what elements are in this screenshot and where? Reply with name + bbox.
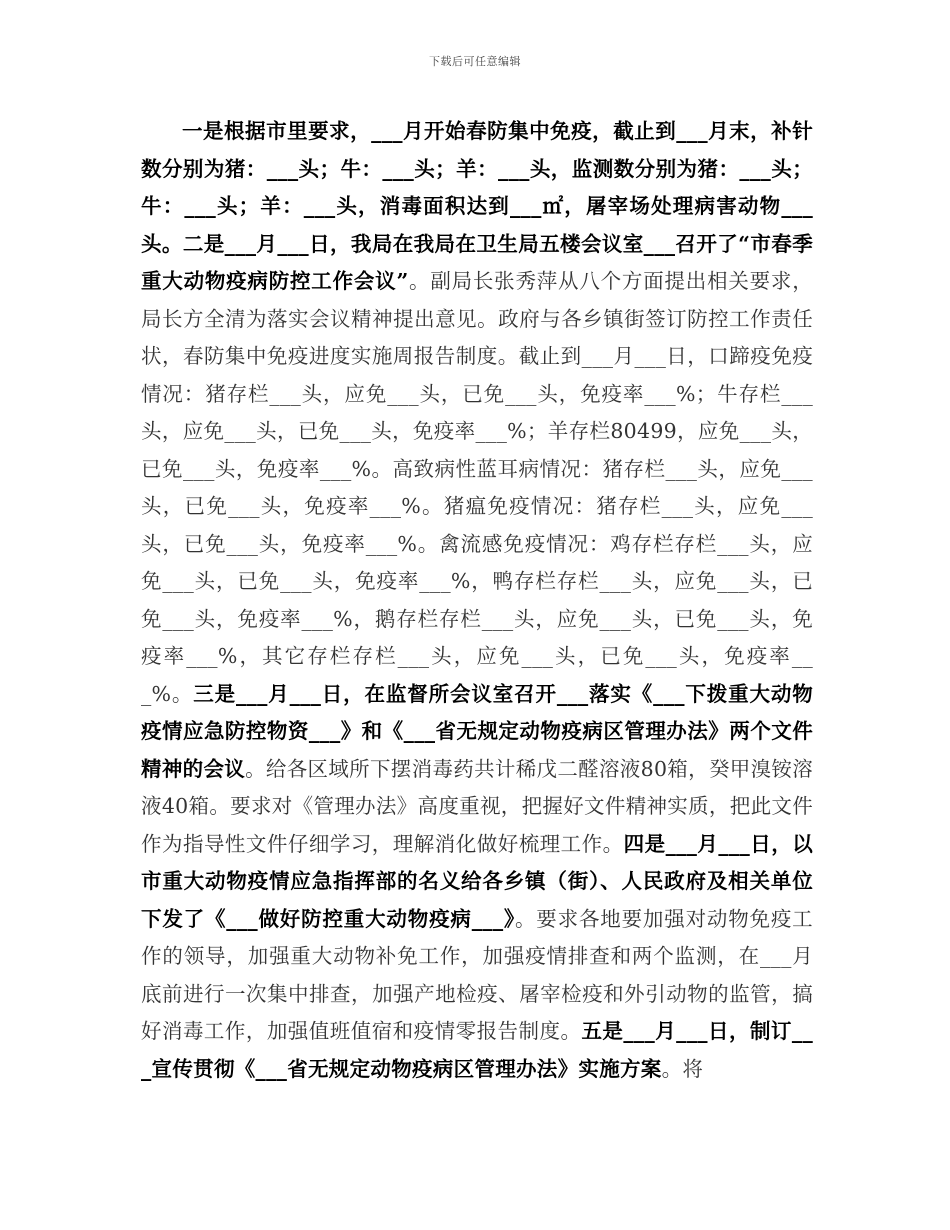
bold-run-3: 四是___月___日，以市重大动物疫情应急指挥部的名义给各乡镇（街）、人民政府及相关单位下发了《___做好防控重大动物疫病___》 bbox=[141, 831, 813, 931]
bold-run-1: 一是根据市里要求，___月开始春防集中免疫，截止到___月末，补针数分别为猪：___头；牛：___头；羊：___头，监测数分别为猪：___头；牛：___头；羊：___头，消毒面积达到___㎡，屠宰场处理病害动物___头。二是___月___日，我局在我局在卫生局五楼会议室___召开了“市春季重大动物疫病防控工作会议” bbox=[141, 119, 813, 293]
text-run-3: 。要求各地要加强对动物免疫工作的领导，加强重大动物补免工作，加强疫情排查和两个监测，在___月底前进行一次集中排查，加强产地检疫、屠宰检疫和外引动物的监管，搞好消毒工作，加强值班值宿和疫情零报告制度。 bbox=[141, 906, 813, 1043]
page-header: 下载后可任意编辑 bbox=[429, 55, 521, 68]
bold-run-4: 五是___月___日，制订___宣传贯彻《___省无规定动物疫病区管理办法》实施方案 bbox=[141, 1019, 813, 1081]
text-run-4: 。将 bbox=[661, 1056, 704, 1081]
text-run-1: 。副局长张秀萍从八个方面提出相关要求，局长方全清为落实会议精神提出意见。政府与各乡镇街签订防控工作责任状，春防集中免疫进度实施周报告制度。截止到___月___日，口蹄疫免疫情况：猪存栏___头，应免___头，已免___头，免疫率___%；牛存栏___头，应免___头，已免___头，免疫率___%；羊存栏80499，应免___头，已免___头，免疫率___%。高致病性蓝耳病情况：猪存栏___头，应免___头，已免___头，免疫率___%。猪瘟免疫情况：猪存栏___头，应免___头，已免___头，免疫率___%。禽流感免疫情况：鸡存栏存栏___头，应免___头，已免___头，免疫率___%，鸭存栏存栏___头，应免___头，已免___头，免疫率___%，鹅存栏存栏___头，应免___头，已免___头，免疫率___%，其它存栏存栏___头，应免___头，已免___头，免疫率___%。 bbox=[141, 269, 813, 706]
text-run-2: 。给各区域所下摆消毒药共计稀戊二醛溶液80箱，癸甲溴铵溶液40箱。要求对《管理办法》高度重视，把握好文件精神实质，把此文件作为指导性文件仔细学习，理解消化做好梳理工作。 bbox=[141, 756, 814, 856]
bold-run-2: 三是___月___日，在监督所会议室召开___落实《___下拨重大动物疫情应急防控物资___》和《___省无规定动物疫病区管理办法》两个文件精神的会议 bbox=[141, 681, 813, 781]
body-paragraph bbox=[141, 113, 813, 1088]
